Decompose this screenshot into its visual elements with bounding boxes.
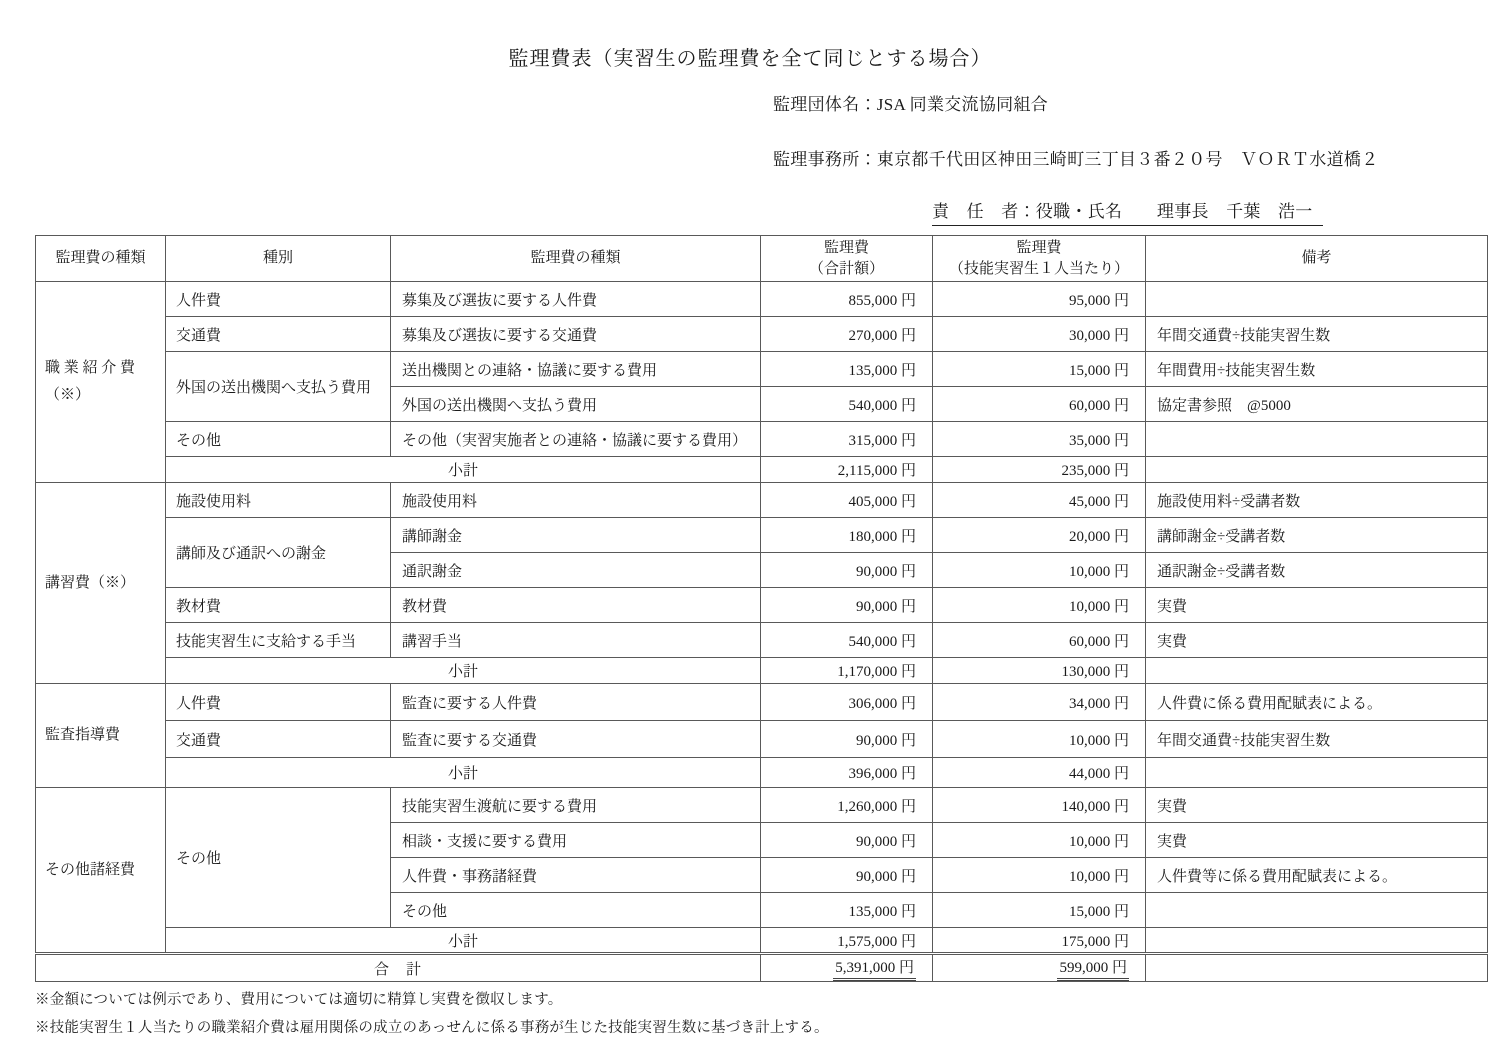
item-cell: 相談・支援に要する費用 [391,823,761,858]
amount-per-cell: 60,000 円 [933,387,1146,422]
grand-total-label: 合 計 [36,954,761,982]
amount-total-cell: 135,000 円 [761,352,933,387]
table-row [36,317,1488,352]
amount-total-cell: 90,000 円 [761,721,933,758]
note-cell: 年間費用÷技能実習生数 [1146,352,1488,387]
grand-total-amount: 5,391,000 円 [833,956,916,981]
type-cell: 技能実習生に支給する手当 [166,623,391,658]
subtotal-total-cell: 1,575,000 円 [761,928,933,954]
type-cell: 講師及び通訳への謝金 [166,518,391,588]
note-cell: 年間交通費÷技能実習生数 [1146,317,1488,352]
amount-total-cell: 135,000 円 [761,893,933,928]
item-cell: 通訳謝金 [391,553,761,588]
amount-total-cell: 90,000 円 [761,553,933,588]
header-fee-per-trainee: 監理費 （技能実習生１人当たり） [933,236,1146,282]
category-cell: その他諸経費 [36,788,166,954]
amount-total-cell: 90,000 円 [761,858,933,893]
subtotal-per-cell: 235,000 円 [933,457,1146,483]
type-cell: 交通費 [166,317,391,352]
type-cell: その他 [166,422,391,457]
note-cell [1146,457,1488,483]
category-cell: 監査指導費 [36,684,166,788]
note-cell [1146,893,1488,928]
item-cell: 教材費 [391,588,761,623]
item-cell: 講師謝金 [391,518,761,553]
subtotal-label: 小計 [166,457,761,483]
responsible-person: 責 任 者：役職・氏名 理事長 千葉 浩一 [932,197,1323,226]
amount-per-cell: 10,000 円 [933,553,1146,588]
note-cell: 協定書参照 @5000 [1146,387,1488,422]
type-cell: 教材費 [166,588,391,623]
footnote-2: ※技能実習生１人当たりの職業紹介費は雇用関係の成立のあっせんに係る事務が生じた技能実習生数に基づき計上する。 [35,1020,829,1036]
amount-per-cell: 15,000 円 [933,893,1146,928]
note-cell: 講師謝金÷受講者数 [1146,518,1488,553]
amount-total-cell: 540,000 円 [761,623,933,658]
note-cell [1146,954,1488,982]
item-cell: 外国の送出機関へ支払う費用 [391,387,761,422]
header-fee-total: 監理費 （合計額） [761,236,933,282]
organization-name: 監理団体名：JSA 同業交流協同組合 [773,95,1049,114]
note-cell: 通訳謝金÷受講者数 [1146,553,1488,588]
table-row [36,721,1488,758]
amount-total-cell: 1,260,000 円 [761,788,933,823]
item-cell: 技能実習生渡航に要する費用 [391,788,761,823]
type-cell: 人件費 [166,282,391,317]
page-title: 監理費表（実習生の監理費を全て同じとする場合） [508,48,992,70]
table-row [36,518,1488,553]
table-row [36,352,1488,387]
table-row [36,684,1488,721]
item-cell: その他 [391,893,761,928]
amount-per-cell: 15,000 円 [933,352,1146,387]
note-cell [1146,758,1488,788]
category-cell: 職 業 紹 介 費 （※） [36,282,166,483]
subtotal-total-cell: 396,000 円 [761,758,933,788]
note-cell: 施設使用料÷受講者数 [1146,483,1488,518]
note-cell [1146,658,1488,684]
office-address: 監理事務所：東京都千代田区神田三崎町三丁目３番２０号 ＶＯＲＴ水道橋２ [773,150,1379,169]
type-cell: その他 [166,788,391,928]
item-cell: 募集及び選抜に要する人件費 [391,282,761,317]
subtotal-label: 小計 [166,658,761,684]
amount-per-cell: 10,000 円 [933,588,1146,623]
item-cell: 講習手当 [391,623,761,658]
note-cell [1146,422,1488,457]
item-cell: 監査に要する人件費 [391,684,761,721]
note-cell: 人件費等に係る費用配賦表による。 [1146,858,1488,893]
subtotal-label: 小計 [166,928,761,954]
item-cell: 送出機関との連絡・協議に要する費用 [391,352,761,387]
subtotal-total-cell: 2,115,000 円 [761,457,933,483]
header-fee-kind: 監理費の種類 [391,236,761,282]
subtotal-per-cell: 44,000 円 [933,758,1146,788]
note-cell [1146,282,1488,317]
subtotal-per-cell: 175,000 円 [933,928,1146,954]
grand-total-row [36,954,1488,982]
table-header-row [36,236,1488,282]
amount-total-cell: 405,000 円 [761,483,933,518]
supervision-fee-table [35,235,1488,982]
amount-per-cell: 35,000 円 [933,422,1146,457]
note-cell: 実費 [1146,623,1488,658]
type-cell: 交通費 [166,721,391,758]
amount-per-cell: 34,000 円 [933,684,1146,721]
amount-total-cell: 306,000 円 [761,684,933,721]
subtotal-per-cell: 130,000 円 [933,658,1146,684]
amount-total-cell: 315,000 円 [761,422,933,457]
subtotal-row [36,658,1488,684]
note-cell: 実費 [1146,788,1488,823]
footnote-1: ※金額については例示であり、費用については適切に精算し実費を徴収します。 [35,992,563,1008]
category-cell: 講習費（※） [36,483,166,684]
item-cell: その他（実習実施者との連絡・協議に要する費用） [391,422,761,457]
note-cell: 実費 [1146,823,1488,858]
type-cell: 外国の送出機関へ支払う費用 [166,352,391,422]
amount-per-cell: 45,000 円 [933,483,1146,518]
table-row [36,588,1488,623]
table-row [36,422,1488,457]
type-cell: 人件費 [166,684,391,721]
amount-per-cell: 95,000 円 [933,282,1146,317]
table-row [36,623,1488,658]
subtotal-total-cell: 1,170,000 円 [761,658,933,684]
subtotal-row [36,758,1488,788]
amount-per-cell: 140,000 円 [933,788,1146,823]
header-fee-category: 監理費の種類 [36,236,166,282]
amount-per-cell: 10,000 円 [933,721,1146,758]
amount-total-cell: 180,000 円 [761,518,933,553]
grand-total-per-amount: 599,000 円 [1057,956,1129,981]
type-cell: 施設使用料 [166,483,391,518]
note-cell: 人件費に係る費用配賦表による。 [1146,684,1488,721]
table-row [36,788,1488,823]
amount-per-cell: 20,000 円 [933,518,1146,553]
table-row [36,282,1488,317]
amount-total-cell: 90,000 円 [761,823,933,858]
amount-total-cell: 855,000 円 [761,282,933,317]
note-cell [1146,928,1488,954]
subtotal-row [36,457,1488,483]
amount-total-cell: 540,000 円 [761,387,933,422]
note-cell: 実費 [1146,588,1488,623]
amount-per-cell: 10,000 円 [933,858,1146,893]
item-cell: 監査に要する交通費 [391,721,761,758]
subtotal-row [36,928,1488,954]
header-remarks: 備考 [1146,236,1488,282]
item-cell: 募集及び選抜に要する交通費 [391,317,761,352]
amount-per-cell: 60,000 円 [933,623,1146,658]
amount-total-cell: 270,000 円 [761,317,933,352]
item-cell: 人件費・事務諸経費 [391,858,761,893]
item-cell: 施設使用料 [391,483,761,518]
amount-total-cell: 90,000 円 [761,588,933,623]
table-row [36,483,1488,518]
grand-total-per-cell [933,954,1146,982]
subtotal-label: 小計 [166,758,761,788]
amount-per-cell: 10,000 円 [933,823,1146,858]
amount-per-cell: 30,000 円 [933,317,1146,352]
note-cell: 年間交通費÷技能実習生数 [1146,721,1488,758]
grand-total-amount-cell [761,954,933,982]
header-type: 種別 [166,236,391,282]
